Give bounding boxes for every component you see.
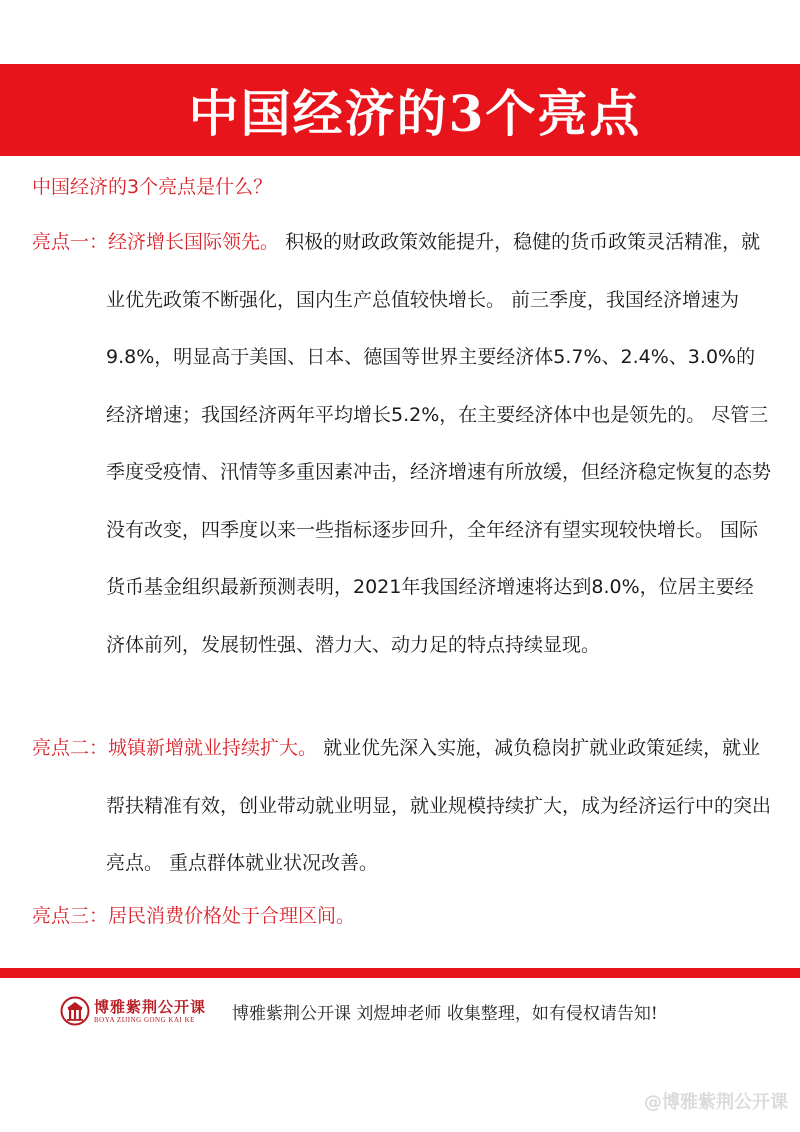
highlight-section-3 — [32, 888, 772, 946]
highlight-heading-2: 亮点二：城镇新增就业持续扩大。 — [32, 737, 318, 759]
watermark: @博雅紫荆公开课 — [644, 1092, 788, 1113]
logo-english-name: BOYA ZIJING GONG KAI KE — [94, 1015, 195, 1024]
footer — [60, 996, 658, 1026]
highlight-section-1 — [32, 214, 772, 674]
title-banner — [0, 64, 800, 156]
highlight-body-1: 积极的财政政策效能提升，稳健的货币政策灵活精准，就业优先政策不断强化，国内生产总值较快增长。 前三季度，我国经济增速为9.8%，明显高于美国、日本、德国等世界主要经济体5.7%、2.4%、3.0%的经济增速；我国经济两年平均增长5.2%，在主要经济体中也是领先的。 尽管三季度受疫情、汛情等多重因素冲击，经济增速有所放缓，但经济稳定恢复的态势没有改变，四季度以来一些指标逐步回升，全年经济有望实现较快增长。 国际货币基金组织最新预测表明，2021年我国经济增速将达到8.0%，位居主要经济体前列，发展韧性强、潜力大、动力足的特点持续显现。 — [106, 231, 772, 656]
gate-emblem-icon — [60, 996, 90, 1026]
highlight-heading-3: 亮点三：居民消费价格处于合理区间。 — [32, 905, 356, 927]
footer-divider — [0, 968, 800, 978]
highlight-body-2: 就业优先深入实施，减负稳岗扩就业政策延续，就业帮扶精准有效，创业带动就业明显，就业规模持续扩大，成为经济运行中的突出亮点。 重点群体就业状况改善。 — [106, 737, 772, 874]
highlight-section-2 — [32, 720, 772, 893]
footer-note: 博雅紫荆公开课 刘煜坤老师 收集整理，如有侵权请告知! — [232, 1003, 658, 1024]
logo-chinese-name: 博雅紫荆公开课 — [94, 997, 207, 1016]
question-line: 中国经济的3个亮点是什么？ — [32, 176, 273, 198]
highlight-heading-1: 亮点一：经济增长国际领先。 — [32, 231, 280, 253]
logo — [60, 996, 206, 1026]
page-title: 中国经济的3个亮点 — [188, 84, 642, 143]
